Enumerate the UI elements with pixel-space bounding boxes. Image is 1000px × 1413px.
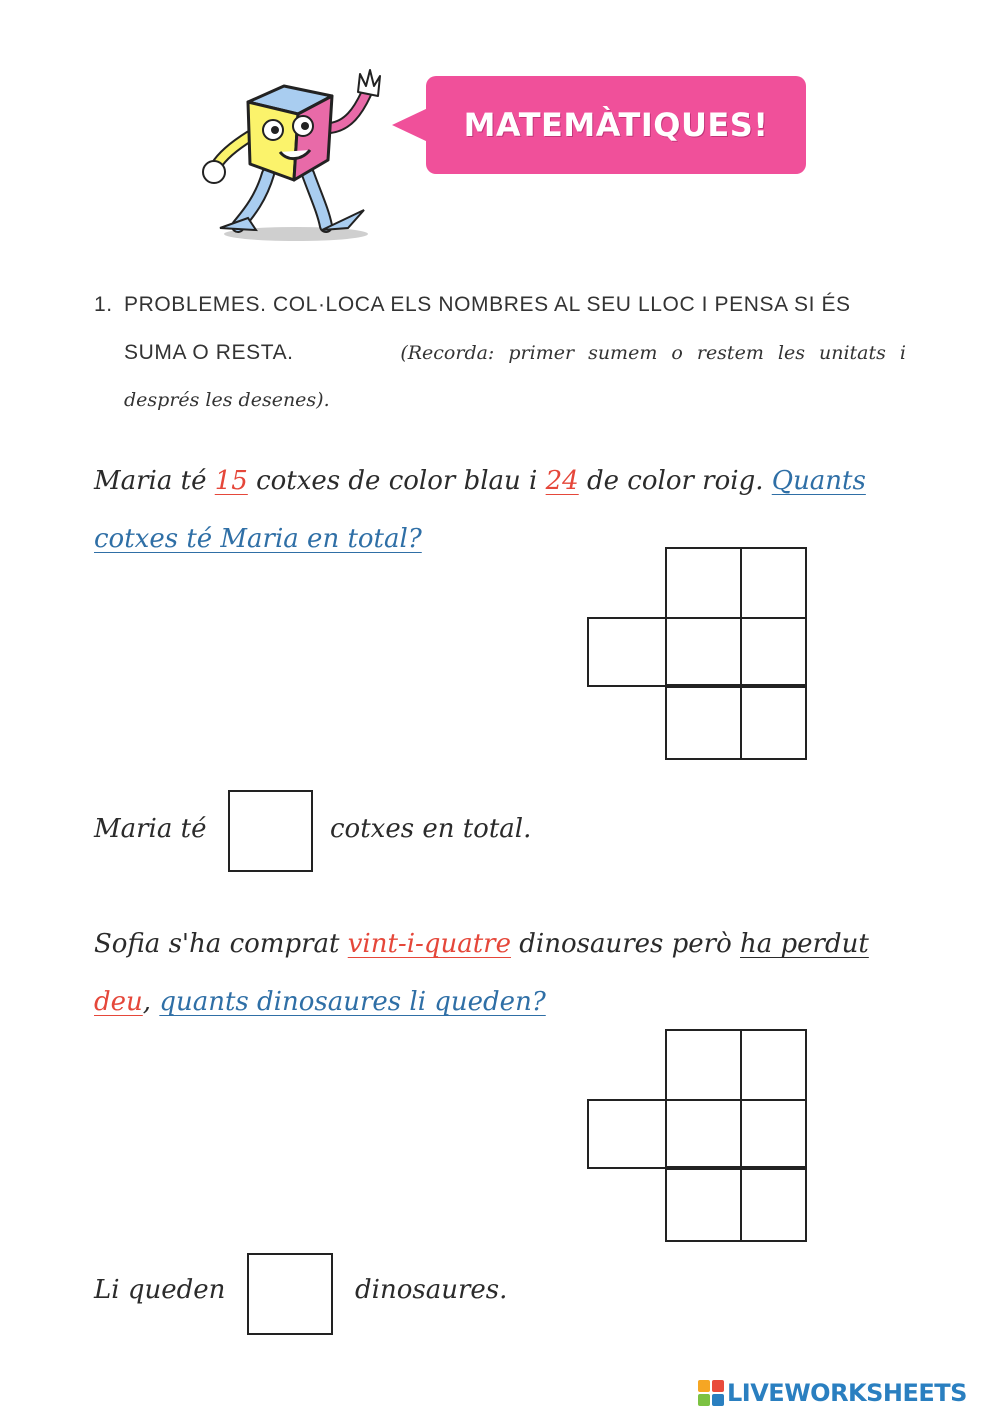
grid-cell-units-middle[interactable] [740, 1099, 807, 1169]
problem-1-text: de color roig. [578, 466, 772, 496]
instruction-line-1: PROBLEMES. COL·LOCA ELS NOMBRES AL SEU LLOC I PENSA SI ÉS [124, 293, 851, 316]
footer-brand-text: LIVEWORKSHEETS [727, 1379, 967, 1407]
instruction-number: 1. [94, 293, 113, 316]
instruction-line-3: després les desenes). [124, 389, 330, 411]
liveworksheets-logo-icon [698, 1380, 724, 1406]
grid-cell-tens-top[interactable] [665, 547, 742, 619]
instruction-script: (Recorda: primer sumem o restem les unitats i [400, 342, 906, 364]
problem-2-answer-prefix: Li queden [94, 1275, 226, 1305]
cube-mascot-icon [198, 66, 388, 244]
problem-1-line-2 [94, 524, 422, 554]
grid-cell-tens-middle[interactable] [665, 1099, 742, 1169]
instruction-caps: SUMA O RESTA. [124, 341, 294, 364]
problem-2-text: , [142, 987, 160, 1017]
page-title: MATEMÀTIQUES! [463, 106, 769, 144]
grid-cell-operator[interactable] [587, 1099, 667, 1169]
problem-2-line-2 [94, 987, 546, 1017]
problem-1-answer-prefix: Maria té [94, 814, 207, 844]
problem-2-text: dinosaures però [510, 929, 740, 959]
grid-cell-units-top[interactable] [740, 547, 807, 619]
instruction-line-2 [124, 341, 906, 365]
grid-cell-units-top[interactable] [740, 1029, 807, 1101]
problem-1-answer-input[interactable] [228, 790, 313, 872]
grid-cell-tens-top[interactable] [665, 1029, 742, 1101]
problem-2-answer-input[interactable] [247, 1253, 333, 1335]
grid-cell-tens-result[interactable] [665, 1166, 742, 1242]
problem-2-answer-suffix: dinosaures. [355, 1275, 508, 1305]
grid-cell-units-result[interactable] [740, 684, 807, 760]
problem-2-line-1 [94, 929, 869, 959]
grid-cell-tens-middle[interactable] [665, 617, 742, 687]
problem-2-operation-hint: ha perdut [740, 929, 869, 959]
problem-2-number-a: vint-i-quatre [347, 929, 511, 959]
problem-2-question: quants dinosaures li queden? [159, 987, 546, 1017]
problem-2-text: Sofia s'ha comprat [94, 929, 348, 959]
problem-1-line-1 [94, 466, 866, 496]
grid-cell-operator[interactable] [587, 617, 667, 687]
problem-1-number-a: 15 [214, 466, 248, 496]
problem-2-number-b: deu [94, 987, 143, 1017]
grid-cell-tens-result[interactable] [665, 684, 742, 760]
problem-1-text: cotxes de color blau i [247, 466, 546, 496]
problem-1-question: Quants [771, 466, 866, 496]
footer-brand[interactable] [698, 1378, 967, 1408]
grid-cell-units-result[interactable] [740, 1166, 807, 1242]
speech-bubble-tail [392, 108, 428, 142]
problem-1-answer-suffix: cotxes en total. [330, 814, 532, 844]
problem-1-text: Maria té [94, 466, 215, 496]
grid-cell-units-middle[interactable] [740, 617, 807, 687]
problem-1-question: cotxes té Maria en total? [94, 524, 422, 554]
problem-1-number-b: 24 [545, 466, 579, 496]
